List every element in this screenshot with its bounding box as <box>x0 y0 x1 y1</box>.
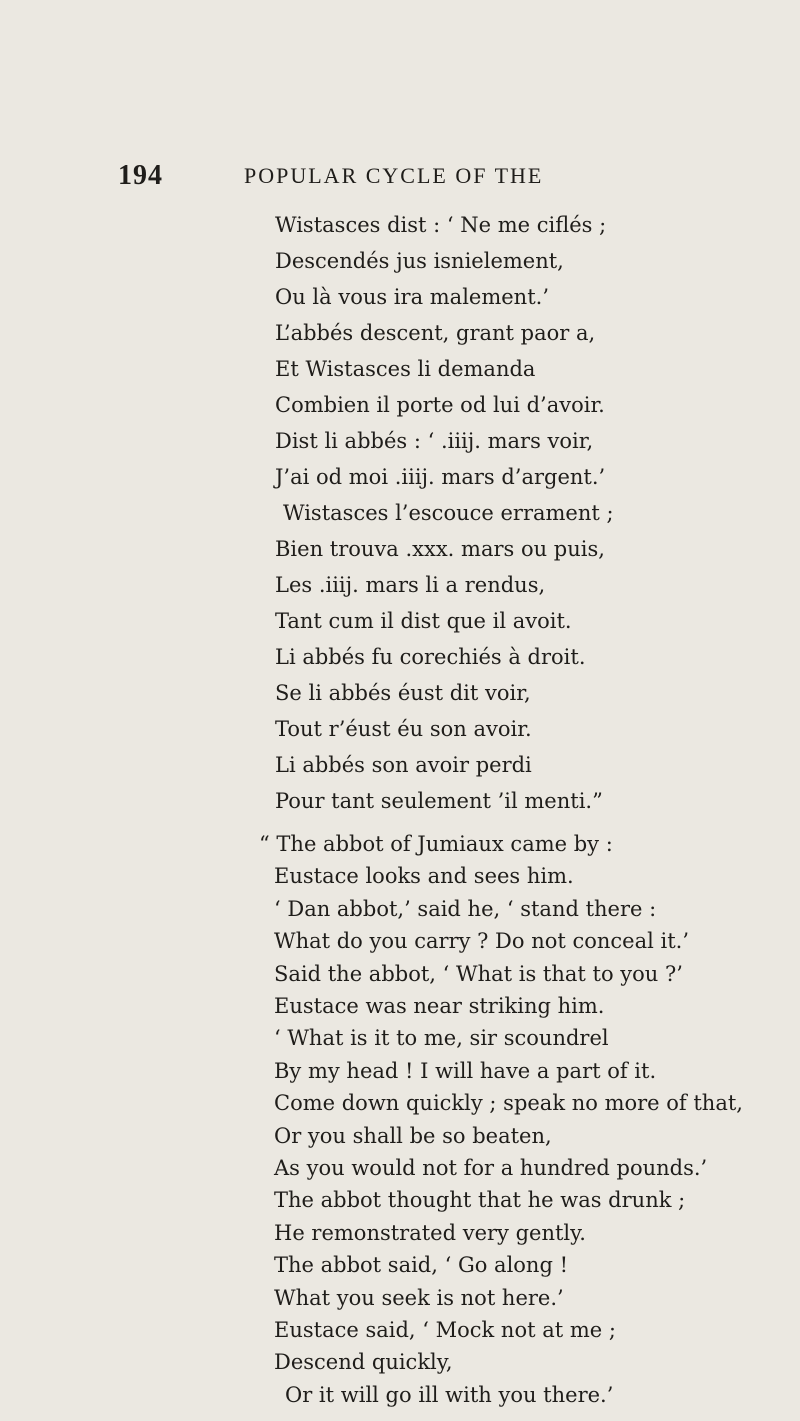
verse-line: Bien trouva .xxx. mars ou puis, <box>275 537 605 561</box>
verse-line: “ The abbot of Jumiaux came by : <box>259 832 613 856</box>
verse-line: Said the abbot, ‘ What is that to you ?’ <box>274 962 683 986</box>
verse-line: Descendés jus isnielement, <box>275 249 564 273</box>
verse-line: J’ai od moi .iiij. mars d’argent.’ <box>275 465 606 489</box>
verse-line: Se li abbés éust dit voir, <box>275 681 531 705</box>
verse-line: By my head ! I will have a part of it. <box>274 1059 657 1083</box>
verse-line: Or you shall be so beaten, <box>274 1124 552 1148</box>
verse-line: Eustace said, ‘ Mock not at me ; <box>274 1318 616 1342</box>
verse-line: Eustace looks and sees him. <box>274 864 574 888</box>
verse-line: Eustace was near striking him. <box>274 994 605 1018</box>
running-head: POPULAR CYCLE OF THE <box>244 163 544 188</box>
verse-line: Descend quickly, <box>274 1350 453 1374</box>
verse-line: Or it will go ill with you there.’ <box>285 1383 614 1407</box>
verse-line: Dist li abbés : ‘ .iiij. mars voir, <box>275 429 594 453</box>
verse-line: Et Wistasces li demanda <box>275 357 536 381</box>
verse-line: Li abbés son avoir perdi <box>275 753 532 777</box>
verse-line: ‘ Dan abbot,’ said he, ‘ stand there : <box>274 897 657 921</box>
verse-line: Tout r’éust éu son avoir. <box>275 717 532 741</box>
verse-line: Combien il porte od lui d’avoir. <box>275 393 605 417</box>
verse-line: Li abbés fu corechiés à droit. <box>275 645 586 669</box>
page-number: 194 <box>118 160 163 191</box>
verse-line: The abbot said, ‘ Go along ! <box>274 1253 569 1277</box>
verse-line: Ou là vous ira malement.’ <box>275 285 549 309</box>
verse-line: The abbot thought that he was drunk ; <box>274 1188 686 1212</box>
verse-line: Come down quickly ; speak no more of that, <box>274 1091 743 1115</box>
verse-line: He remonstrated very gently. <box>274 1221 586 1245</box>
verse-line: What do you carry ? Do not conceal it.’ <box>274 929 690 953</box>
verse-line: Wistasces l’escouce errament ; <box>283 501 614 525</box>
verse-line: As you would not for a hundred pounds.’ <box>274 1156 708 1180</box>
verse-line: Wistasces dist : ‘ Ne me ciflés ; <box>275 213 607 237</box>
verse-line: What you seek is not here.’ <box>274 1286 564 1310</box>
verse-line: Les .iiij. mars li a rendus, <box>275 573 546 597</box>
verse-line: Pour tant seulement ’il menti.” <box>275 789 603 813</box>
verse-line: Tant cum il dist que il avoit. <box>275 609 572 633</box>
verse-line: ‘ What is it to me, sir scoundrel <box>274 1026 609 1050</box>
verse-line: L’abbés descent, grant paor a, <box>275 321 596 345</box>
